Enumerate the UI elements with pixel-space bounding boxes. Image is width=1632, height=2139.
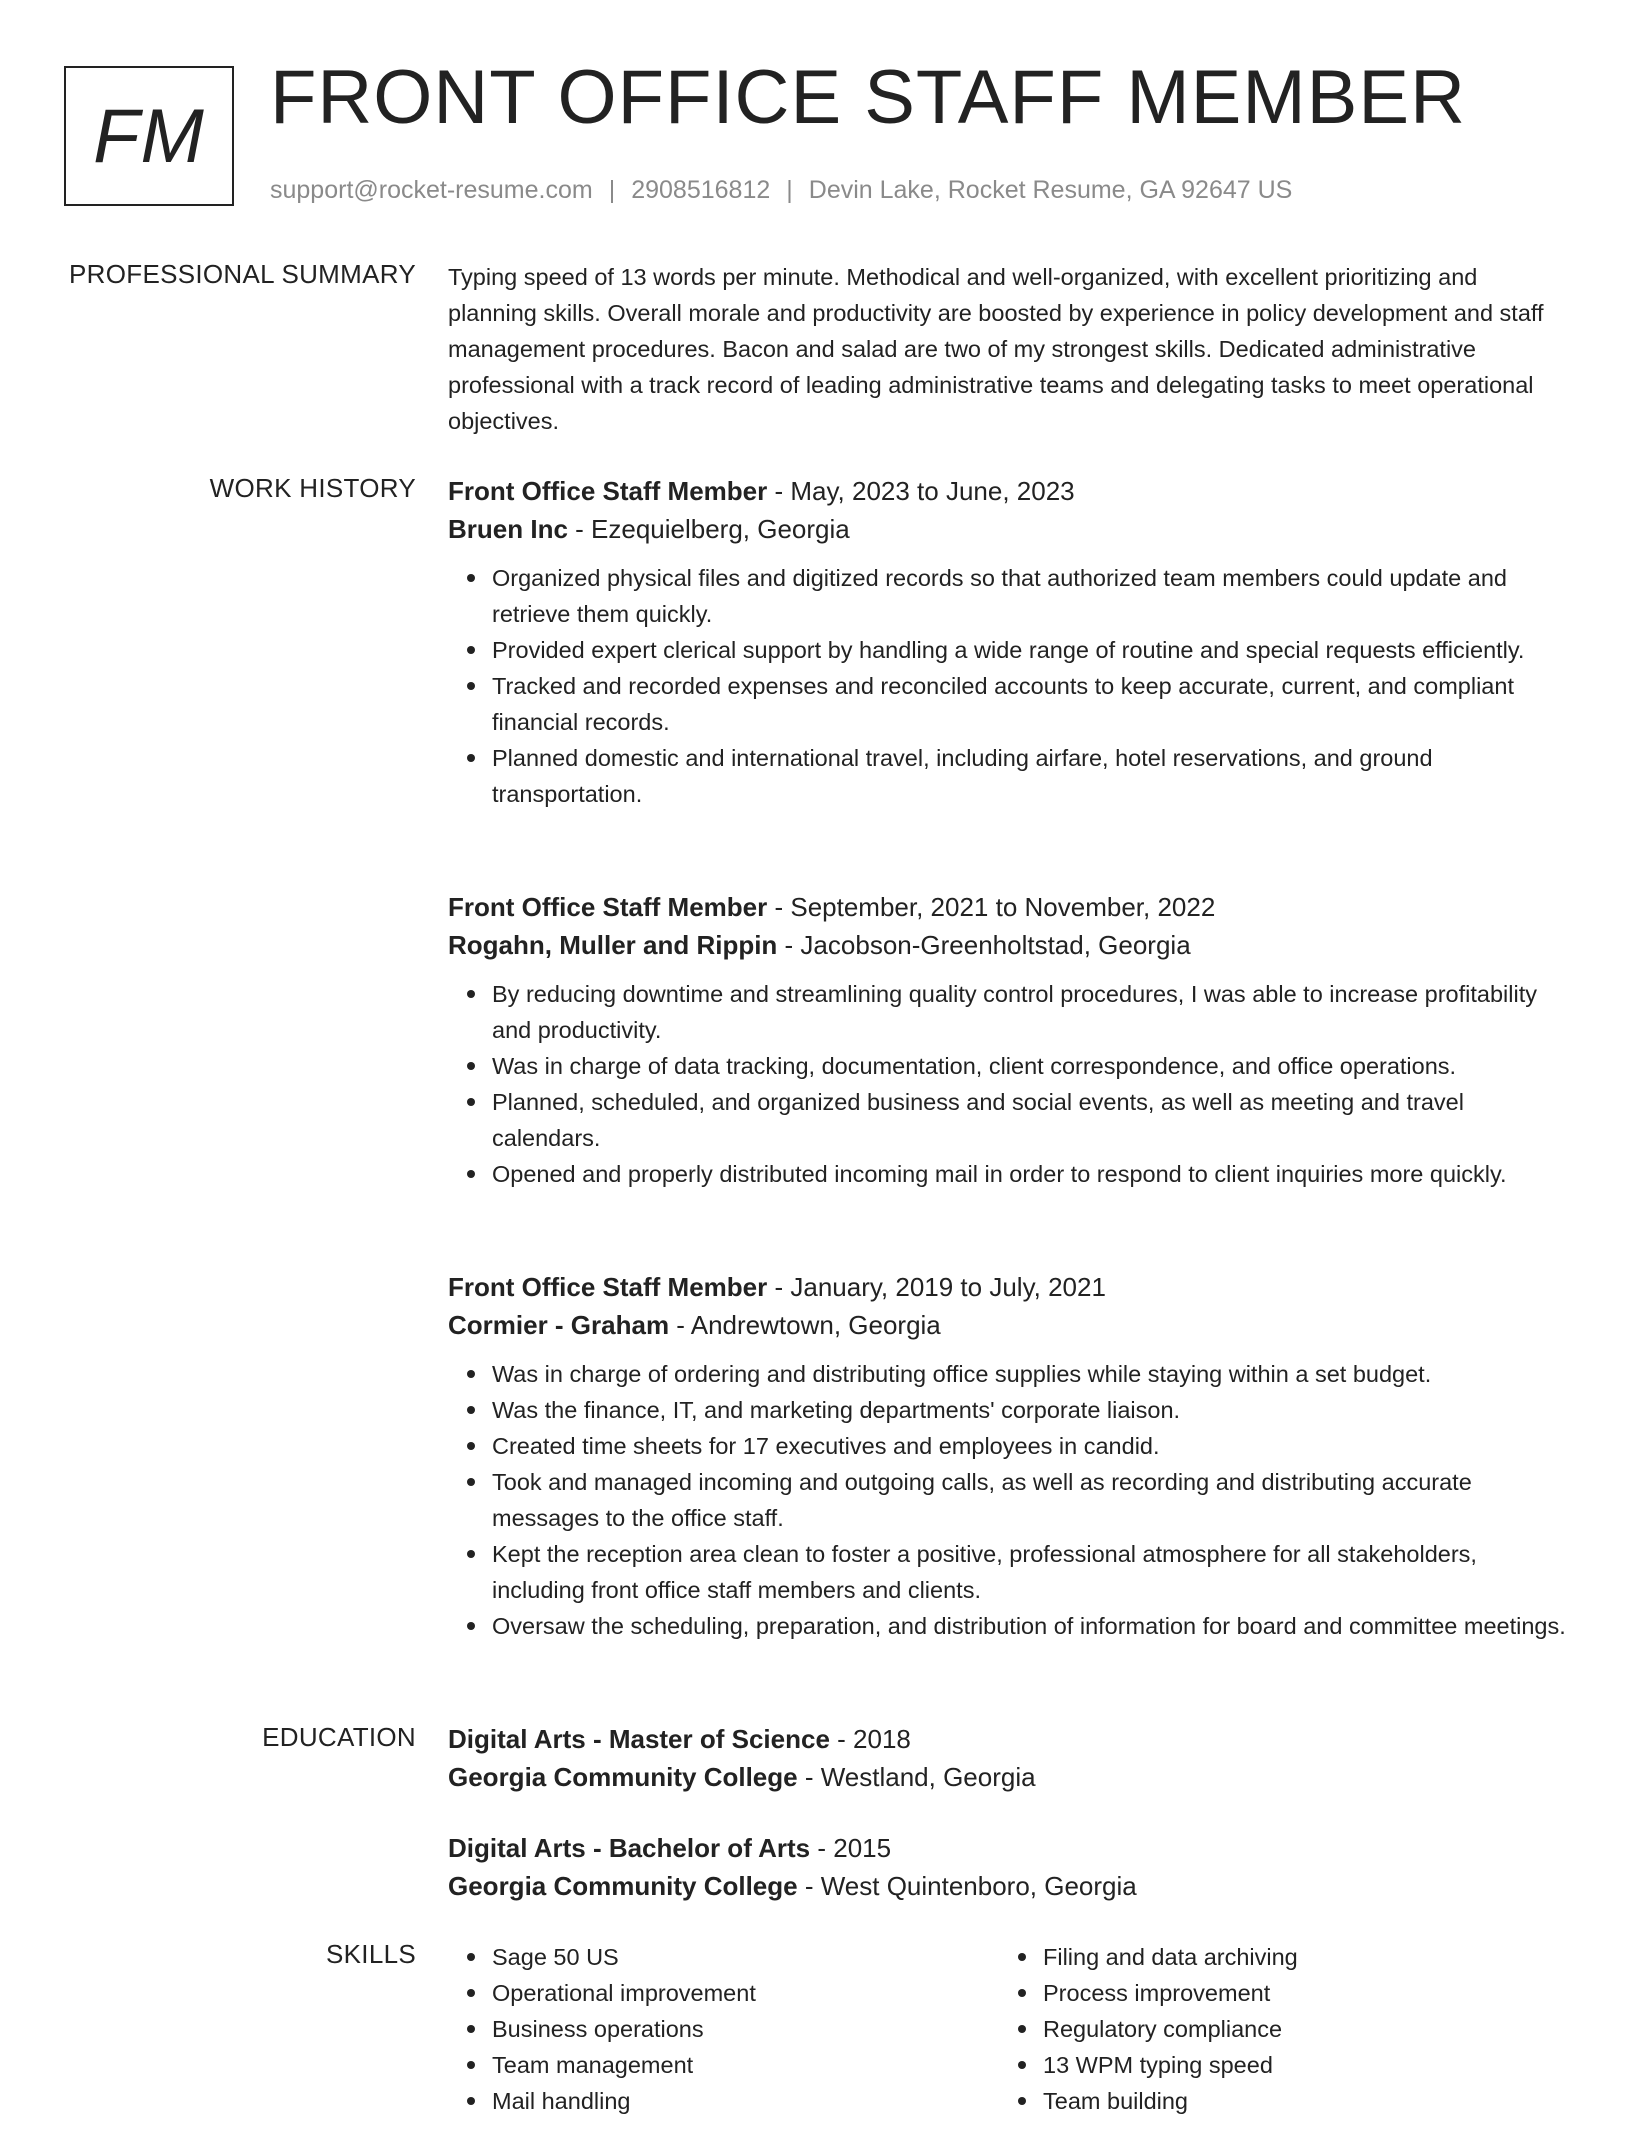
page-title: FRONT OFFICE STAFF MEMBER (270, 55, 1466, 140)
list-item: By reducing downtime and streamlining quality control procedures, I was able to increase profitability and productivity. (492, 976, 1572, 1048)
degree-line (448, 1829, 1572, 1867)
skills-column-right (999, 1939, 1298, 2119)
job-company-line (448, 1306, 1572, 1344)
job-entry (448, 472, 1572, 812)
degree-year: - 2018 (829, 1724, 911, 1754)
skills-list (999, 1939, 1298, 2119)
contact-separator: | (608, 176, 616, 204)
contact-phone[interactable]: 2908516812 (631, 176, 771, 204)
contact-email[interactable]: support@rocket-resume.com (270, 176, 593, 204)
job-location: - Ezequielberg, Georgia (567, 514, 850, 544)
summary-text: Typing speed of 13 words per minute. Methodical and well-organized, with excellent prioritizing and planning skills. Overall morale and productivity are boosted by experience in policy development and staff management procedures. Bacon and salad are two of my strongest skills. Dedicated administrative professional with a track record of leading administrative teams and delegating tasks to meet operational objectives. (448, 264, 1544, 434)
job-company-line (448, 510, 1572, 548)
job-company: Cormier - Graham (448, 1310, 670, 1340)
job-location: - Andrewtown, Georgia (669, 1310, 941, 1340)
job-title-line (448, 1268, 1572, 1306)
skills-section (448, 1939, 1572, 2139)
summary-section (448, 259, 1572, 439)
section-label-work: WORK HISTORY (209, 473, 416, 503)
list-item: Business operations (492, 2011, 756, 2047)
list-item: Organized physical files and digitized records so that authorized team members could update and retrieve them quickly. (492, 560, 1572, 632)
list-item: Planned, scheduled, and organized business and social events, as well as meeting and travel calendars. (492, 1084, 1572, 1156)
job-title: Front Office Staff Member (448, 1272, 768, 1302)
job-company: Rogahn, Muller and Rippin (448, 930, 778, 960)
list-item: Opened and properly distributed incoming mail in order to respond to client inquiries more quickly. (492, 1156, 1572, 1192)
section-label-summary: PROFESSIONAL SUMMARY (69, 259, 416, 289)
section-label-skills: SKILLS (326, 1939, 416, 1969)
job-company-line (448, 926, 1572, 964)
list-item: Process improvement (1043, 1975, 1298, 2011)
job-location: - Jacobson-Greenholtstad, Georgia (777, 930, 1191, 960)
list-item: Was in charge of data tracking, documentation, client correspondence, and office operations. (492, 1048, 1572, 1084)
degree-line (448, 1720, 1572, 1758)
school-location: - Westland, Georgia (797, 1762, 1036, 1792)
job-bullets (448, 1356, 1572, 1644)
contact-separator: | (786, 176, 793, 204)
job-title: Front Office Staff Member (448, 892, 768, 922)
list-item: Planned domestic and international travel, including airfare, hotel reservations, and ground transportation. (492, 740, 1572, 812)
school-line (448, 1867, 1572, 1905)
list-item: Team management (492, 2047, 756, 2083)
job-dates: - September, 2021 to November, 2022 (767, 892, 1216, 922)
list-item: Team building (1043, 2083, 1298, 2119)
list-item: Oversaw the scheduling, preparation, and distribution of information for board and committee meetings. (492, 1608, 1572, 1644)
job-title: Front Office Staff Member (448, 476, 768, 506)
job-title-line (448, 472, 1572, 510)
job-dates: - January, 2019 to July, 2021 (767, 1272, 1106, 1302)
degree-year: - 2015 (810, 1833, 892, 1863)
list-item: Filing and data archiving (1043, 1939, 1298, 1975)
list-item: Sage 50 US (492, 1939, 756, 1975)
contact-address: Devin Lake, Rocket Resume, GA 92647 US (808, 176, 1293, 204)
job-title-line (448, 888, 1572, 926)
degree: Digital Arts - Bachelor of Arts (448, 1833, 811, 1863)
list-item: Provided expert clerical support by handling a wide range of routine and special requests efficiently. (492, 632, 1572, 668)
job-entry (448, 888, 1572, 1192)
school-line (448, 1758, 1572, 1796)
list-item: Took and managed incoming and outgoing calls, as well as recording and distributing accurate messages to the office staff. (492, 1464, 1572, 1536)
job-entry (448, 1268, 1572, 1644)
list-item: Tracked and recorded expenses and reconciled accounts to keep accurate, current, and compliant financial records. (492, 668, 1572, 740)
list-item: Regulatory compliance (1043, 2011, 1298, 2047)
job-company: Bruen Inc (448, 514, 568, 544)
section-label-education: EDUCATION (262, 1722, 416, 1752)
contact-line (270, 176, 1292, 205)
job-bullets (448, 560, 1572, 812)
monogram-logo: FM (64, 66, 234, 206)
education-entry (448, 1829, 1572, 1905)
skills-list (448, 1939, 756, 2119)
job-dates: - May, 2023 to June, 2023 (767, 476, 1075, 506)
list-item: Was the finance, IT, and marketing departments' corporate liaison. (492, 1392, 1572, 1428)
school-location: - West Quintenboro, Georgia (797, 1871, 1137, 1901)
list-item: 13 WPM typing speed (1043, 2047, 1298, 2083)
list-item: Mail handling (492, 2083, 756, 2119)
school: Georgia Community College (448, 1871, 798, 1901)
list-item: Kept the reception area clean to foster a positive, professional atmosphere for all stakeholders, including front office staff members and clients. (492, 1536, 1572, 1608)
list-item: Was in charge of ordering and distributing office supplies while staying within a set budget. (492, 1356, 1572, 1392)
list-item: Operational improvement (492, 1975, 756, 2011)
skills-column-left (448, 1939, 756, 2119)
education-entry (448, 1720, 1572, 1796)
job-bullets (448, 976, 1572, 1192)
list-item: Created time sheets for 17 executives and employees in candid. (492, 1428, 1572, 1464)
school: Georgia Community College (448, 1762, 798, 1792)
degree: Digital Arts - Master of Science (448, 1724, 830, 1754)
